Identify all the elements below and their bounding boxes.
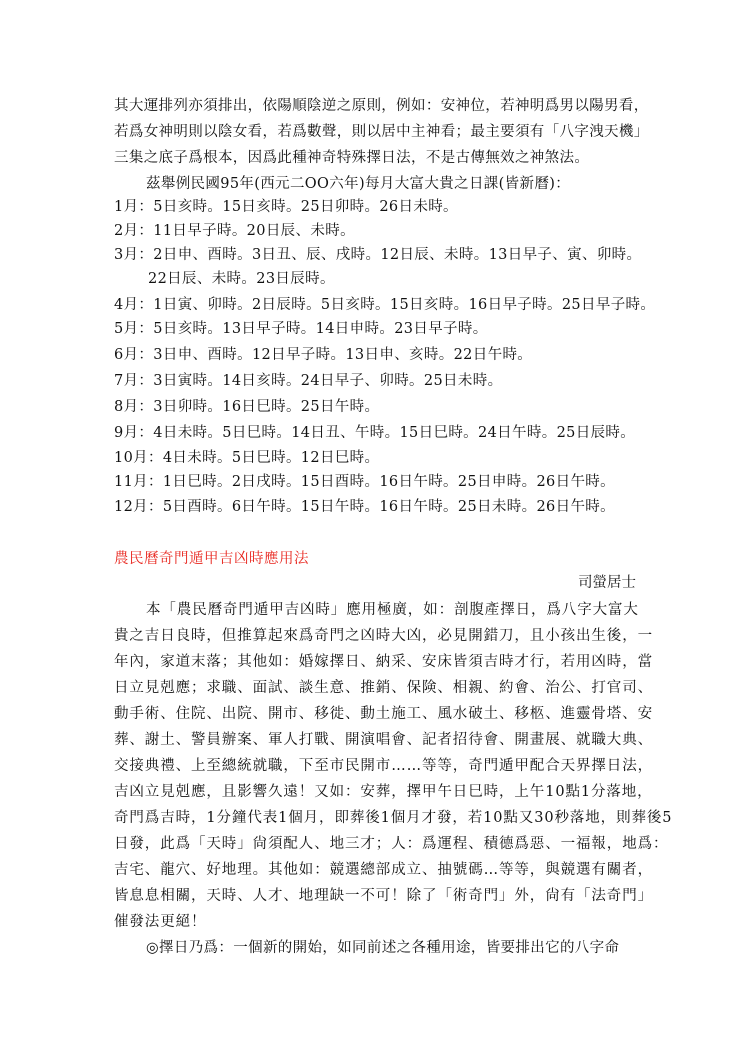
month-line-7: 7月：3日寅時。14日亥時。24日早子、卯時。25日未時。 [114, 373, 503, 389]
example-intro: 茲舉例民國95年(西元二OO六年)每月大富大貴之日課(皆新曆)： [146, 176, 571, 192]
month-line-3: 3月：2日申、酉時。3日丑、辰、戌時。12日辰、未時。13日早子、寅、卯時。 [114, 247, 642, 263]
body-line-6: 葬、謝土、警員辦案、軍人打戰、開演唱會、記者招待會、開畫展、就職大典、 [114, 732, 653, 748]
intro-line-1: 其大運排列亦須排出，依陽順陰逆之原則，例如：安神位，若神明爲男以陽男看， [114, 98, 649, 114]
month-line-9: 9月：4日未時。5日巳時。14日丑、午時。15日巳時。24日午時。25日辰時。 [114, 425, 636, 441]
body-line-5: 動手術、住院、出院、開市、移徙、動土施工、風水破土、移柩、進靈骨塔、安 [114, 706, 653, 722]
body-line-11: 吉宅、龍穴、好地理。其他如：競選總部成立、抽號碼…等等，與競選有關者， [114, 862, 653, 878]
month-line-1: 1月：5日亥時。15日亥時。25日卯時。26日未時。 [114, 199, 458, 215]
body-line-8: 吉凶立見剋應，且影響久遠！又如：安葬，擇甲午日巳時，上午10點1分落地， [114, 784, 653, 800]
body-line-7: 交接典禮、上至總統就職，下至市民開市……等等，奇門遁甲配合天界擇日法， [114, 758, 653, 774]
month-line-12: 12月：5日酉時。6日午時。15日午時。16日午時。25日未時。26日午時。 [114, 499, 616, 515]
body-line-10: 日發，此爲「天時」尙須配人、地三才；人：爲運程、積德爲惡、一福報，地爲： [114, 836, 669, 852]
body-line-4: 日立見剋應；求職、面試、談生意、推銷、保険、相親、約會、治公、打官司、 [114, 680, 653, 696]
closing-line: ◎擇日乃爲：一個新的開始，如同前述之各種用途，皆要排出它的八字命 [146, 940, 620, 956]
body-line-12: 皆息息相關，天時、人才、地理缺一不可！除了「術奇門」外，尙有「法奇門」 [114, 888, 653, 904]
author-name: 司螢居士 [578, 575, 636, 591]
body-line-2: 貴之吉日良時，但推算起來爲奇門之凶時大凶，必見開錯刀，且小孩出生後，一 [114, 628, 653, 644]
intro-line-2: 若爲女神明則以陰女看，若爲數聲，則以居中主神看；最主要須有「八字洩天機」 [114, 124, 649, 140]
month-line-2: 2月：11日早子時。20日辰、未時。 [114, 223, 355, 239]
body-line-9: 奇門爲吉時，1分鐘代表1個月，即葬後1個月才發，若10點又30秒落地，則葬後5 [114, 810, 673, 826]
body-line-3: 年內，家道末落；其他如：婚嫁擇日、納采、安床皆須吉時才行，若用凶時，當 [114, 654, 653, 670]
month-line-5: 5月：5日亥時。13日早子時。14日申時。23日早子時。 [114, 321, 488, 337]
intro-line-3: 三集之底子爲根本，因爲此種神奇特殊擇日法，不是古傳無效之神煞法。 [114, 150, 590, 166]
month-line-10: 10月：4日未時。5日巳時。12日巳時。 [114, 450, 380, 466]
month-line-8: 8月：3日卯時。16日巳時。25日午時。 [114, 399, 380, 415]
body-line-1: 本「農民曆奇門遁甲吉凶時」應用極廣，如：剖腹產擇日，爲八字大富大 [146, 602, 639, 618]
month-line-6: 6月：3日申、酉時。12日早子時。13日申、亥時。22日午時。 [114, 347, 533, 363]
month-line-11: 11月：1日巳時。2日戌時。15日酉時。16日午時。25日申時。26日午時。 [114, 474, 616, 490]
month-line-3-continued: 22日辰、未時。23日辰時。 [148, 271, 335, 287]
body-line-13: 催發法更絕！ [114, 914, 207, 930]
month-line-4: 4月：1日寅、卯時。2日辰時。5日亥時。15日亥時。16日早子時。25日早子時。 [114, 297, 656, 313]
section-title: 農民曆奇門遁甲吉凶時應用法 [114, 551, 309, 567]
